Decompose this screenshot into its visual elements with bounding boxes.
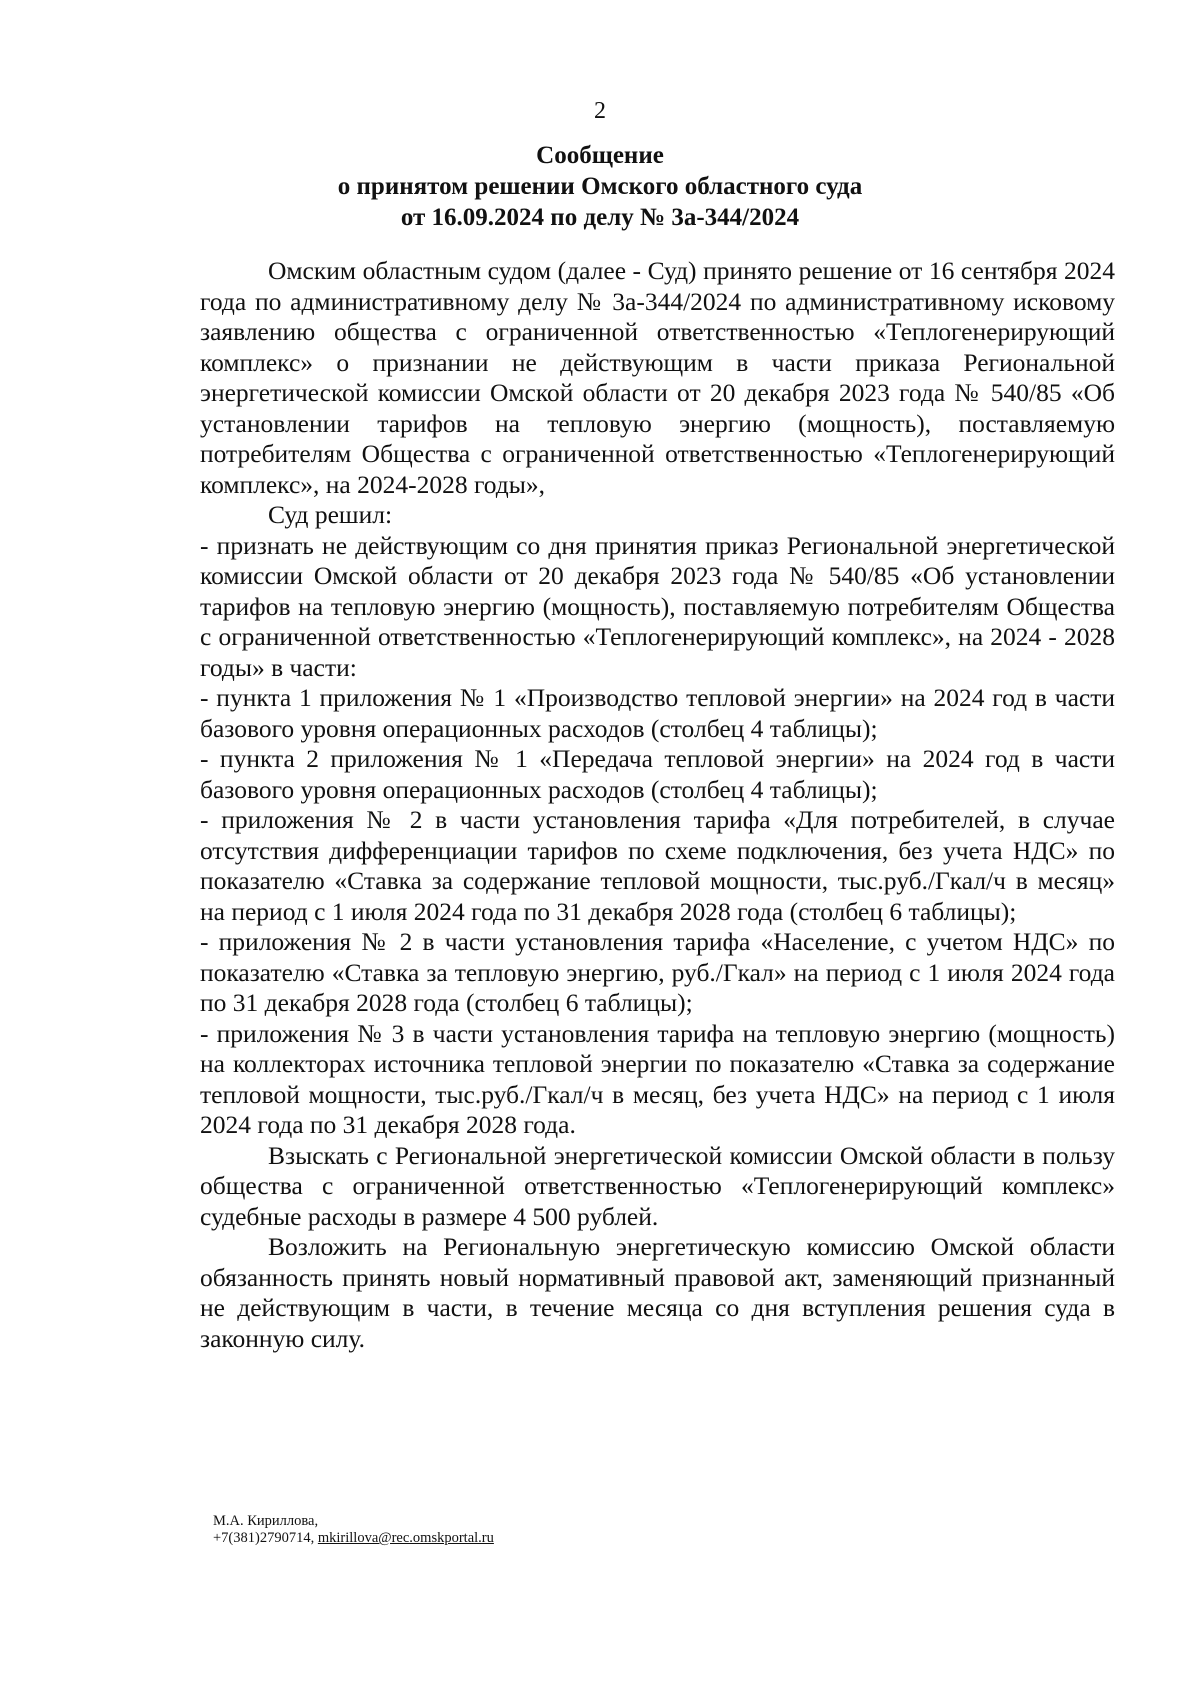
court-decided-label: Суд решил:: [268, 500, 393, 529]
document-heading: [0, 140, 1200, 233]
decision-item: - приложения № 3 в части установления тарифа на тепловую энергию (мощность) на коллекторах источника тепловой энергии по показателю «Ставка за содержание тепловой мощности, тыс.руб./Гкал/ч в месяц, без учета НДС» на период с 1 июля 2024 года по 31 декабря 2028 года.: [200, 1018, 1115, 1139]
recover-costs-paragraph: Взыскать с Региональной энергетической комиссии Омской области в пользу общества с ограниченной ответственностью «Теплогенерирующий комплекс» судебные расходы в размере 4 500 рублей.: [200, 1140, 1115, 1231]
heading-subtitle: о принятом решении Омского областного суда: [337, 173, 863, 200]
intro-paragraph: Омским областным судом (далее - Суд) принято решение от 16 сентября 2024 года по административному делу № 3а-344/2024 по административному исковому заявлению общества с ограниченной ответственностью «Теплогенерирующий комплекс» о признании не действующим в части приказа Региональной энергетической комиссии Омской области от 20 декабря 2023 года № 540/85 «Об установлении тарифов на тепловую энергию (мощность), поставляемую потребителям Общества с ограниченной ответственностью «Теплогенерирующий комплекс», на 2024-2028 годы»,: [200, 256, 1115, 499]
decision-item: - признать не действующим со дня принятия приказ Региональной энергетической комиссии Омской области от 20 декабря 2023 года № 540/85 «Об установлении тарифов на тепловую энергию (мощность), поставляемую потребителям Общества с ограниченной ответственностью «Теплогенерирующий комплекс», на 2024 - 2028 годы» в части:: [200, 530, 1115, 682]
heading-title: Сообщение: [536, 142, 664, 169]
contact-email-link[interactable]: mkirillova@rec.omskportal.ru: [317, 1530, 494, 1546]
contact-phone: +7(381)2790714,: [213, 1530, 315, 1546]
page-number: 2: [594, 98, 606, 124]
decision-item: - пункта 1 приложения № 1 «Производство тепловой энергии» на 2024 год в части базового уровня операционных расходов (столбец 4 таблицы);: [200, 683, 1115, 743]
contact-footer: [213, 1513, 494, 1547]
contact-line: [213, 1530, 494, 1547]
decision-item: - приложения № 2 в части установления тарифа «Население, с учетом НДС» по показателю «Ставка за тепловую энергию, руб./Гкал» на период с 1 июля 2024 года по 31 декабря 2028 года (столбец 6 таблицы);: [200, 927, 1115, 1017]
heading-case-reference: от 16.09.2024 по делу № 3а-344/2024: [400, 204, 800, 231]
decision-item: - пункта 2 приложения № 1 «Передача тепловой энергии» на 2024 год в части базового уровня операционных расходов (столбец 4 таблицы);: [200, 744, 1115, 804]
contact-name: М.А. Кириллова,: [213, 1513, 319, 1529]
document-body: [200, 256, 1115, 1354]
decision-item: - приложения № 2 в части установления тарифа «Для потребителей, в случае отсутствия дифференциации тарифов по схеме подключения, без учета НДС» по показателю «Ставка за содержание тепловой мощности, тыс.руб./Гкал/ч в месяц» на период с 1 июля 2024 года по 31 декабря 2028 года (столбец 6 таблицы);: [200, 805, 1115, 926]
obligation-paragraph: Возложить на Региональную энергетическую комиссию Омской области обязанность принять новый нормативный правовой акт, заменяющий признанный не действующим в части, в течение месяца со дня вступления решения суда в законную силу.: [200, 1232, 1115, 1353]
